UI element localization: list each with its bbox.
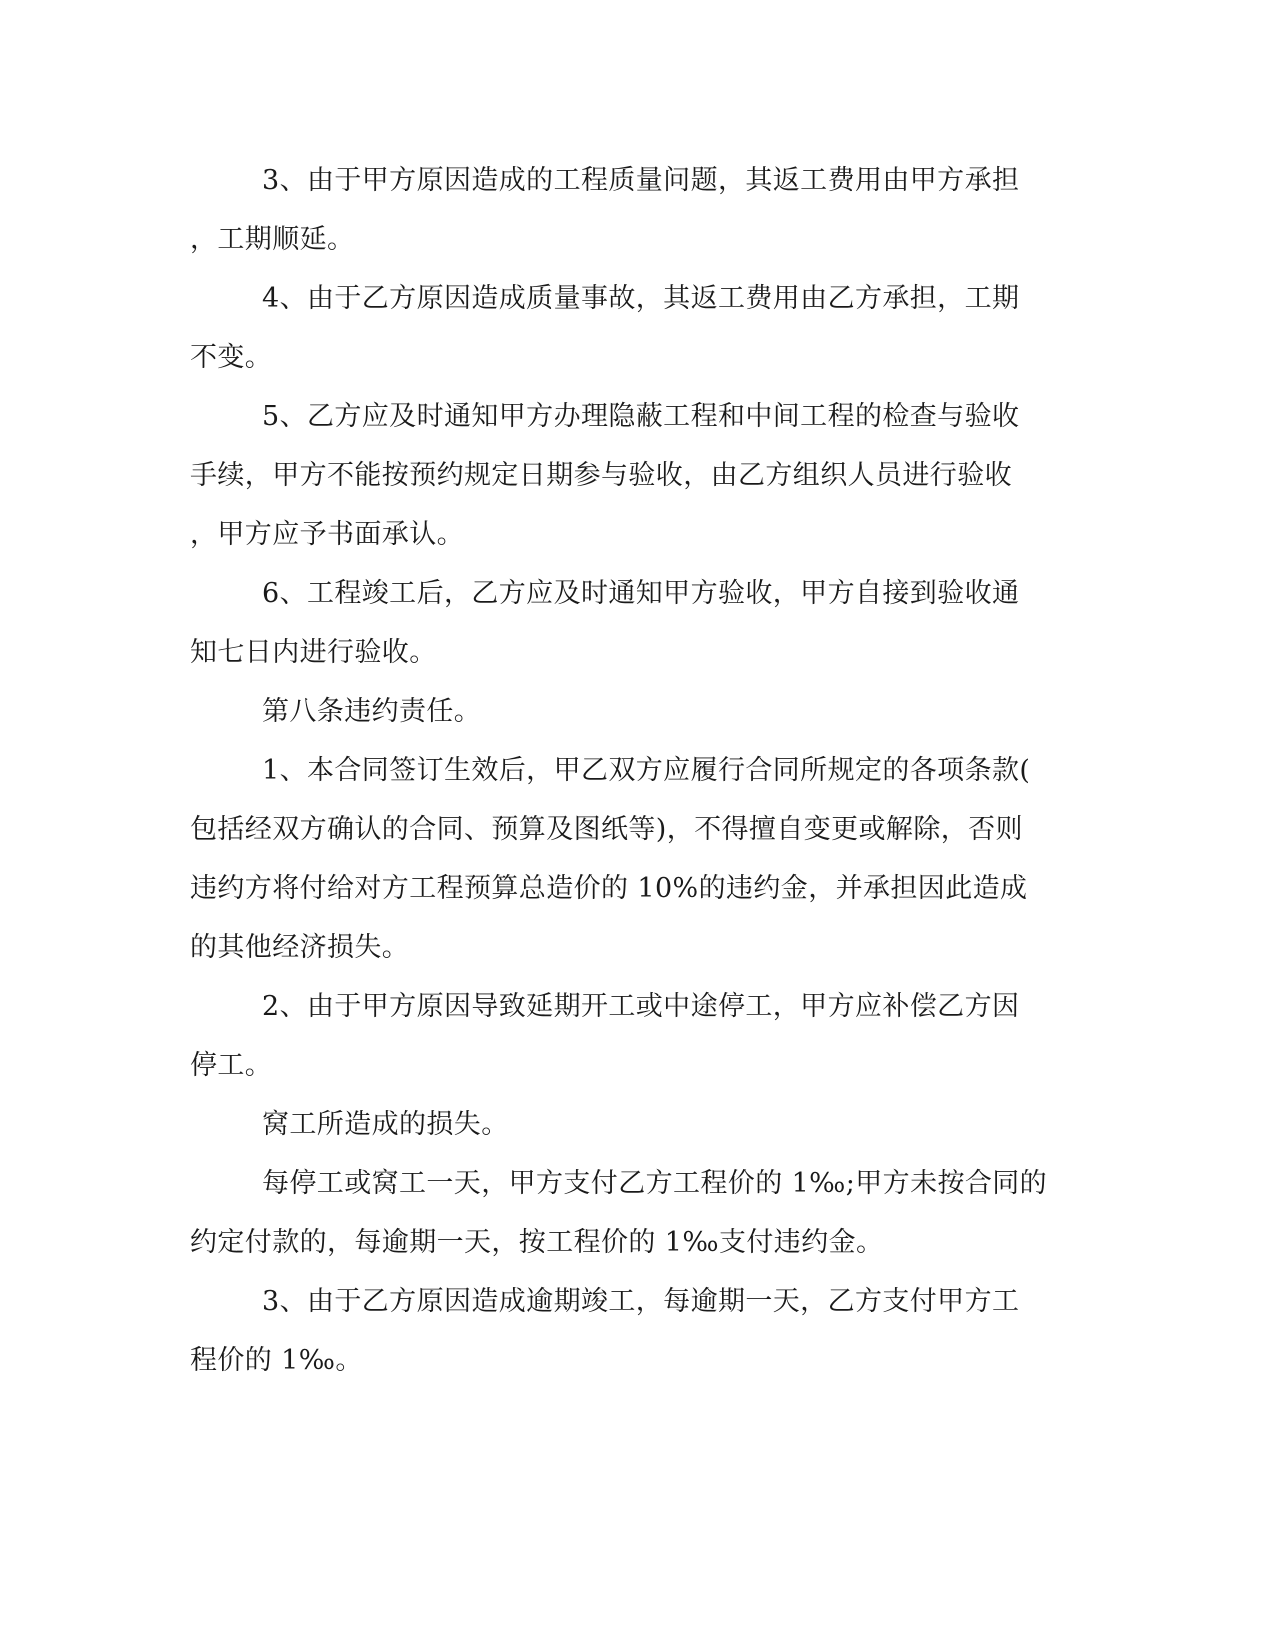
text-line: 的其他经济损失。 xyxy=(190,932,410,963)
text-line: 5、乙方应及时通知甲方办理隐蔽工程和中间工程的检查与验收 xyxy=(262,401,1020,432)
text-line: 每停工或窝工一天，甲方支付乙方工程价的 1‰;甲方未按合同的 xyxy=(262,1168,1048,1199)
text-line: 包括经双方确认的合同、预算及图纸等)，不得擅自变更或解除，否则 xyxy=(190,814,1023,845)
text-line: 违约方将付给对方工程预算总造价的 10%的违约金，并承担因此造成 xyxy=(190,873,1028,904)
text-line: 手续，甲方不能按预约规定日期参与验收，由乙方组织人员进行验收 xyxy=(190,460,1012,491)
text-line: 6、工程竣工后，乙方应及时通知甲方验收，甲方自接到验收通 xyxy=(262,578,1020,609)
text-line: 停工。 xyxy=(190,1050,273,1081)
text-line: 窝工所造成的损失。 xyxy=(262,1109,509,1140)
text-line: 知七日内进行验收。 xyxy=(190,637,437,668)
text-line: 约定付款的，每逾期一天，按工程价的 1‰支付违约金。 xyxy=(190,1227,884,1258)
section-heading: 第八条违约责任。 xyxy=(262,696,482,727)
text-line: 4、由于乙方原因造成质量事故，其返工费用由乙方承担，工期 xyxy=(262,283,1020,314)
text-line: 2、由于甲方原因导致延期开工或中途停工，甲方应补偿乙方因 xyxy=(262,991,1020,1022)
text-line: 不变。 xyxy=(190,342,273,373)
text-line: ，甲方应予书面承认。 xyxy=(190,519,464,550)
text-line: 3、由于乙方原因造成逾期竣工，每逾期一天，乙方支付甲方工 xyxy=(262,1286,1020,1317)
text-line: 程价的 1‰。 xyxy=(190,1345,363,1376)
text-line: ，工期顺延。 xyxy=(190,224,355,255)
text-line: 3、由于甲方原因造成的工程质量问题，其返工费用由甲方承担 xyxy=(262,165,1020,196)
text-line: 1、本合同签订生效后，甲乙双方应履行合同所规定的各项条款( xyxy=(262,755,1031,786)
